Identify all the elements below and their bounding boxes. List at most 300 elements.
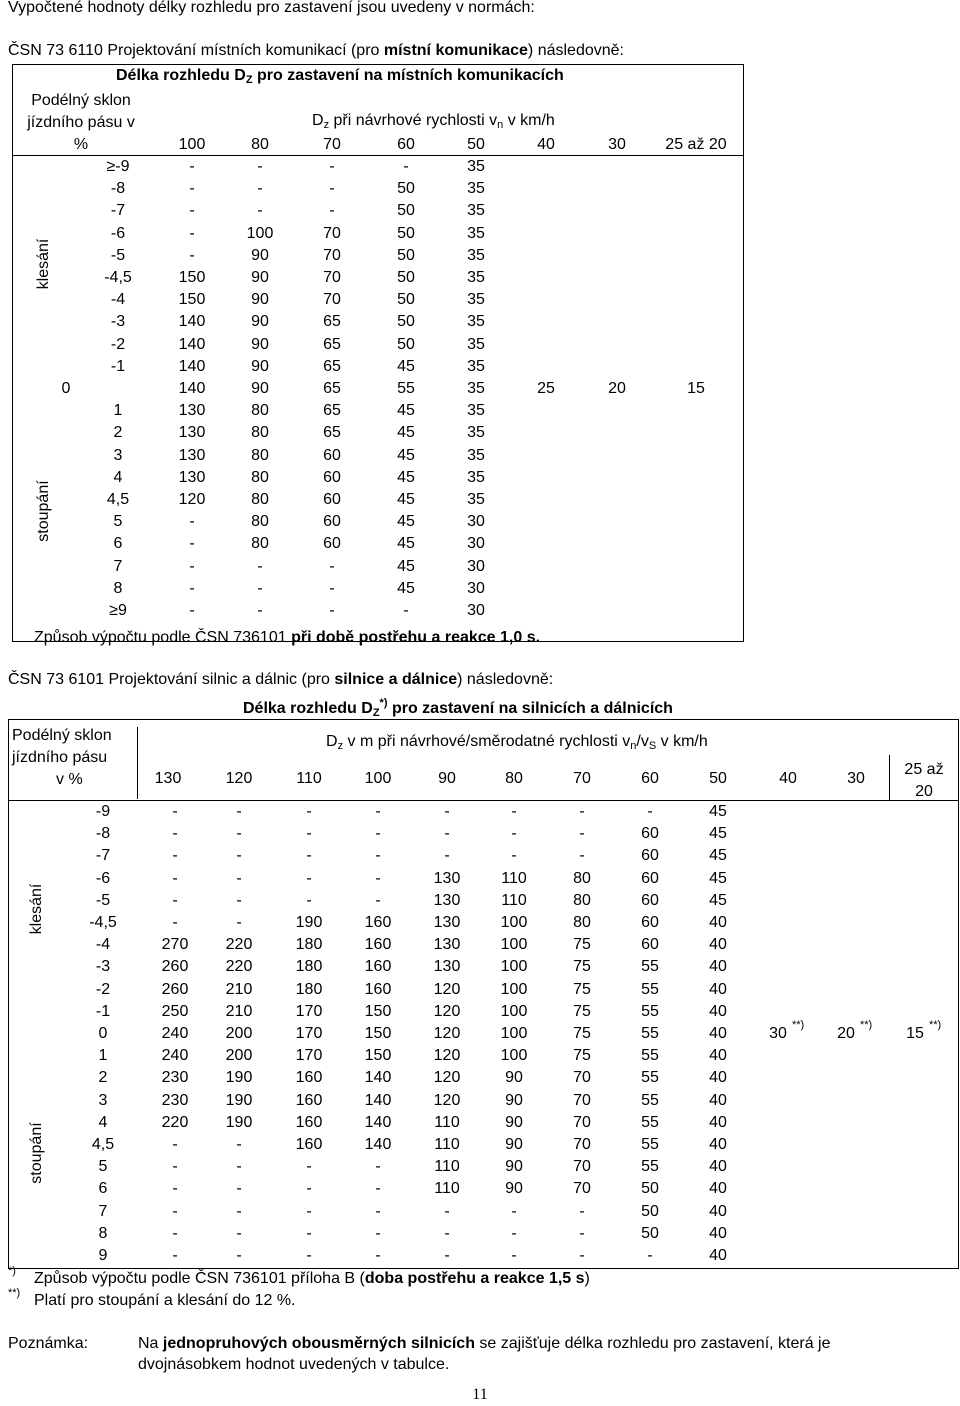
table2-value-cell: 40 [709, 1247, 727, 1264]
table2-speed-cell: 80 [505, 770, 523, 787]
table2-value-cell: 60 [641, 891, 659, 909]
table1-value-cell: 35 [467, 291, 485, 309]
table2-value-cell: - [375, 1158, 381, 1176]
table1-value-cell: 50 [397, 313, 415, 331]
table1-grade-cell: -5 [110, 246, 126, 264]
table1-merged-cell: 20 [608, 380, 626, 397]
table2-value-cell: 40 [709, 914, 727, 931]
table2-value-cell: - [579, 1247, 585, 1264]
table1-title-sub: Z [245, 74, 253, 86]
table2-speed-cell: 30 [847, 770, 865, 787]
table2-value-cell: 90 [505, 1136, 523, 1153]
table2-value-cell: 110 [434, 1180, 460, 1198]
table2-heading-post: ) následovně: [457, 671, 554, 688]
table2-grade-cell: -1 [95, 1002, 111, 1020]
table2-value-cell: - [444, 825, 450, 843]
table1-grade-cell: 0 [61, 380, 71, 397]
table1-value-cell: 90 [251, 291, 269, 309]
table2-value-cell: - [306, 1224, 312, 1242]
table2-value-cell: 190 [225, 1113, 253, 1131]
table2-value-cell: - [579, 1202, 585, 1220]
table2-heading-pre: ČSN 73 6101 Projektování silnic a dálnic (pro [8, 671, 335, 688]
table2-value-cell: - [172, 1247, 178, 1264]
table2-value-cell: - [511, 1202, 517, 1220]
footnote2: Platí pro stoupání a klesání do 12 %. [34, 1292, 296, 1309]
table2-value-cell: 160 [364, 980, 392, 998]
table1-value-cell: 45 [397, 535, 415, 553]
table1-value-cell: 50 [397, 202, 415, 220]
table1-value-cell: 50 [397, 246, 415, 264]
table2-value-cell: 75 [573, 1047, 591, 1065]
table2-value-cell: 50 [641, 1224, 659, 1242]
table2-value-cell: 55 [641, 1002, 659, 1020]
table1-value-cell: 130 [178, 424, 206, 442]
table2-value-cell: 55 [641, 1047, 659, 1065]
table2-value-cell: 40 [709, 1002, 727, 1020]
table1-value-cell: 45 [397, 424, 415, 442]
table2-value-cell: 100 [500, 914, 528, 931]
table2-value-cell: 140 [364, 1113, 392, 1131]
table2-grade-cell: -4 [95, 936, 111, 954]
table2-value-cell: 220 [225, 936, 253, 954]
page-number: 11 [472, 1386, 488, 1403]
table1-value-cell: 80 [251, 424, 269, 442]
table2-value-cell: 200 [225, 1025, 253, 1042]
table2-value-cell: 120 [433, 1091, 461, 1109]
table1-speed-cell: 50 [467, 136, 485, 153]
table2-value-cell: - [172, 869, 178, 887]
table1-value-cell: 65 [323, 313, 341, 331]
table2-value-cell: 160 [295, 1113, 323, 1131]
table1-title-post: pro zastavení na místních komunikacích [252, 67, 564, 84]
table1-value-cell: 130 [178, 402, 206, 420]
table2-value-cell: 110 [501, 869, 527, 887]
table2-value-cell: 40 [709, 936, 727, 954]
table2-value-cell: - [236, 869, 242, 887]
table2-value-cell: 70 [573, 1091, 591, 1109]
table1-value-cell: 140 [178, 380, 206, 397]
table2-value-cell: 45 [709, 869, 727, 887]
table2-value-cell: - [172, 891, 178, 909]
table2-value-cell: - [306, 847, 312, 865]
table2-speed-sub3: S [648, 740, 657, 752]
table1-grade-cell: 6 [113, 535, 123, 553]
table2-value-cell: 80 [573, 891, 591, 909]
table2-value-cell: - [375, 825, 381, 843]
table2-speed-mid: v m při návrhové/směrodatné rychlosti v [343, 733, 631, 750]
table2-grade-cell: 4 [98, 1113, 108, 1131]
table2-grade-cell: 0 [98, 1025, 108, 1042]
table2-grade-cell: -7 [95, 847, 111, 865]
footnote1-bold: doba postřehu a reakce 1,5 s [364, 1270, 585, 1287]
table1-value-cell: 50 [397, 335, 415, 353]
table1-merged-cell: 15 [687, 380, 705, 397]
table2-grade-cell: 4,5 [91, 1136, 115, 1153]
table1-value-cell: 50 [397, 269, 415, 286]
table1-value-cell: 35 [467, 357, 485, 375]
table1-value-cell: 45 [397, 491, 415, 508]
table2-value-cell: 60 [641, 847, 659, 865]
table2-value-cell: 160 [295, 1136, 323, 1153]
footnote2-mark: **) [8, 1287, 21, 1299]
table2-value-cell: 55 [641, 958, 659, 976]
table1-value-cell: 45 [397, 513, 415, 531]
table1-grade-cell: 1 [113, 402, 123, 420]
table1-value-cell: 65 [323, 357, 341, 375]
table2-value-cell: 60 [641, 825, 659, 843]
table2-value-cell: 55 [641, 980, 659, 998]
table2-speed-post: v km/h [656, 733, 708, 750]
table2-value-cell: 130 [433, 958, 461, 976]
table2-speed-cell: 70 [573, 770, 591, 787]
table1-value-cell: 35 [467, 424, 485, 442]
table1-grade-cell: 8 [113, 579, 123, 597]
table1-speed-mid: při návrhové rychlosti v [329, 112, 498, 129]
footnote1-post: ) [584, 1270, 590, 1287]
table1-value-cell: - [257, 602, 263, 619]
table1-value-cell: 90 [251, 357, 269, 375]
table1-grade-cell: -7 [110, 202, 126, 220]
table2-value-cell: - [647, 803, 653, 820]
table2-value-cell: - [375, 1202, 381, 1220]
table2-value-cell: - [579, 803, 585, 820]
table2-speed-slash: /v [636, 733, 649, 750]
table1-value-cell: - [329, 602, 335, 619]
table2-grade-cell: 3 [98, 1091, 108, 1109]
table1-heading [8, 42, 624, 60]
table2-value-cell: 75 [573, 1002, 591, 1020]
table2-value-cell: 90 [505, 1158, 523, 1176]
table2-value-cell: 40 [709, 1113, 727, 1131]
table2-value-cell: 170 [295, 1002, 323, 1020]
table1-speed-header [312, 112, 555, 131]
table2-grade-cell: 1 [98, 1047, 108, 1065]
table2-value-cell: - [511, 803, 517, 820]
table1-value-cell: - [329, 202, 335, 220]
table1-grade-cell: ≥-9 [106, 158, 130, 175]
table2-value-cell: 140 [364, 1136, 392, 1153]
table1-value-cell: - [189, 602, 195, 619]
table1-value-cell: 35 [467, 402, 485, 420]
table1-value-cell: - [189, 513, 195, 531]
table1-grade-cell: 3 [113, 446, 123, 464]
table1-rowhead-2: jízdního pásu v [27, 114, 135, 131]
table1-value-cell: 35 [467, 180, 485, 198]
table1-value-cell: 35 [467, 380, 485, 397]
table2-grade-cell: -6 [95, 869, 111, 887]
table2-speed-last-2: 20 [915, 783, 933, 800]
table2-value-cell: 70 [573, 1113, 591, 1131]
table1-speed-cell: 60 [397, 136, 415, 153]
table2-value-cell: 130 [433, 891, 461, 909]
table1-value-cell: - [329, 180, 335, 198]
table1-value-cell: - [257, 579, 263, 597]
table2-value-cell: 130 [433, 936, 461, 954]
table2-value-cell: 270 [161, 936, 189, 954]
intro-text: Vypočtené hodnoty délky rozhledu pro zastavení jsou uvedeny v normách: [8, 0, 535, 16]
table2-title [243, 697, 673, 719]
table2-speed-cell: 100 [364, 770, 392, 787]
table1-value-cell: 60 [323, 446, 341, 464]
table2-value-cell: 70 [573, 1180, 591, 1198]
table2-value-cell: 45 [709, 803, 727, 820]
table2-value-cell: 55 [641, 1136, 659, 1153]
table2-value-cell: 230 [161, 1069, 189, 1087]
note-pre: Na [138, 1335, 163, 1352]
table1-value-cell: 140 [178, 335, 206, 353]
table1-value-cell: 150 [178, 291, 206, 309]
table2-value-cell: - [579, 847, 585, 865]
table1-value-cell: 50 [397, 180, 415, 198]
table2-value-cell: 40 [709, 980, 727, 998]
table1-value-cell: 35 [467, 468, 485, 486]
table2-value-cell: 210 [225, 1002, 253, 1020]
table2-value-cell: - [444, 847, 450, 865]
table1-value-cell: - [257, 158, 263, 175]
table2-value-cell: 160 [295, 1069, 323, 1087]
table1-note-bold: při době postřehu a reakce 1,0 s. [291, 629, 541, 646]
table2-value-cell: 75 [573, 980, 591, 998]
table1-value-cell: 30 [467, 513, 485, 531]
table2-value-cell: 260 [161, 980, 189, 998]
table1-value-cell: 80 [251, 513, 269, 531]
note-line2: dvojnásobkem hodnot uvedených v tabulce. [138, 1356, 450, 1373]
table2-grade-cell: 7 [98, 1202, 108, 1220]
table1-grade-cell: -8 [110, 180, 126, 198]
table2-value-cell: 80 [573, 869, 591, 887]
table2-speed-sub2: n [630, 740, 637, 752]
table2-value-cell: 150 [364, 1002, 392, 1020]
table2-value-cell: 90 [505, 1113, 523, 1131]
table1-value-cell: 30 [467, 579, 485, 597]
table1-value-cell: 90 [251, 246, 269, 264]
table1-value-cell: 35 [467, 224, 485, 242]
table1-merged-cell: 25 [537, 380, 555, 397]
table2-grade-cell: 2 [98, 1069, 108, 1087]
table1-value-cell: 150 [178, 269, 206, 286]
table1-value-cell: 120 [178, 491, 206, 508]
table2-value-cell: - [236, 1158, 242, 1176]
table1-value-cell: 35 [467, 313, 485, 331]
table1-value-cell: 45 [397, 468, 415, 486]
table2-grade-cell: 6 [98, 1180, 108, 1198]
table2-value-cell: - [172, 1202, 178, 1220]
table1-grade-cell: 4 [113, 468, 123, 486]
table1-speed-cell: 70 [323, 136, 341, 153]
table2-value-cell: 240 [161, 1047, 189, 1065]
table2-value-cell: 75 [573, 1025, 591, 1042]
table2-value-cell: 180 [295, 936, 323, 954]
table2-value-cell: 250 [161, 1002, 189, 1020]
table2-value-cell: 100 [500, 1002, 528, 1020]
table1-value-cell: 80 [251, 402, 269, 420]
table1-value-cell: - [189, 202, 195, 220]
table2-value-cell: 220 [161, 1113, 189, 1131]
table1-grade-cell: 4,5 [106, 491, 130, 508]
table1-grade-cell: -3 [110, 313, 126, 331]
table2-value-cell: 100 [500, 1025, 528, 1042]
table1-value-cell: 90 [251, 380, 269, 397]
table1-speed-cell: 40 [537, 136, 555, 153]
table2-value-cell: - [375, 891, 381, 909]
table2-value-cell: 40 [709, 1202, 727, 1220]
table2-value-cell: 40 [709, 1136, 727, 1153]
table2-value-cell: 110 [434, 1158, 460, 1176]
table2-value-cell: 160 [364, 936, 392, 954]
table1-value-cell: - [403, 158, 409, 175]
table1-value-cell: 35 [467, 446, 485, 464]
table1-value-cell: 35 [467, 202, 485, 220]
table1-grade-cell: 7 [113, 557, 123, 575]
table2-value-cell: 40 [709, 1224, 727, 1242]
table2-merged-footnote-mark: **) [929, 1019, 942, 1031]
table2-speed-sub: z [337, 740, 344, 752]
table1-value-cell: 30 [467, 602, 485, 619]
table1-value-cell: 65 [323, 402, 341, 420]
table2-value-cell: 240 [161, 1025, 189, 1042]
table2-value-cell: - [579, 825, 585, 843]
table1-value-cell: 140 [178, 313, 206, 331]
table2-speed-last-1: 25 až [904, 761, 944, 778]
table2-heading [8, 671, 553, 689]
table2-value-cell: 170 [295, 1025, 323, 1042]
note-label: Poznámka: [8, 1335, 89, 1352]
table2-value-cell: - [306, 1247, 312, 1264]
table2-value-cell: 150 [364, 1047, 392, 1065]
table1-note-pre: Způsob výpočtu podle ČSN 736101 [34, 629, 292, 646]
table2-value-cell: - [172, 1158, 178, 1176]
table1-value-cell: - [257, 557, 263, 575]
table2-value-cell: 90 [505, 1069, 523, 1087]
table2-value-cell: - [172, 1136, 178, 1153]
table1-value-cell: - [189, 158, 195, 175]
table1-value-cell: 90 [251, 335, 269, 353]
table1-value-cell: 60 [323, 513, 341, 531]
note-bold: jednopruhových obousměrných silnicích [162, 1335, 475, 1352]
table2-value-cell: - [236, 1247, 242, 1264]
table2-merged-cell: 15 [906, 1025, 924, 1042]
table2-value-cell: 50 [641, 1180, 659, 1198]
table2-value-cell: - [306, 891, 312, 909]
table2-value-cell: - [236, 847, 242, 865]
table2-value-cell: - [172, 914, 178, 931]
table2-heading-bold: silnice a dálnice [334, 671, 458, 688]
table2-value-cell: 90 [505, 1091, 523, 1109]
table1-value-cell: 70 [323, 291, 341, 309]
table2-value-cell: - [511, 1247, 517, 1264]
table2-value-cell: 45 [709, 891, 727, 909]
table1-value-cell: 80 [251, 491, 269, 508]
table2-value-cell: 40 [709, 1025, 727, 1042]
table2-rowhead-1: Podélný sklon [12, 727, 112, 744]
table1-value-cell: 55 [397, 380, 415, 397]
table1-value-cell: 70 [323, 224, 341, 242]
table2-value-cell: 40 [709, 1091, 727, 1109]
table2-speed-cell: 60 [641, 770, 659, 787]
table1-value-cell: 45 [397, 579, 415, 597]
table1-note [34, 629, 540, 647]
table2-value-cell: - [236, 1202, 242, 1220]
table2-speed-pre: D [326, 733, 338, 750]
table1-value-cell: 35 [467, 158, 485, 175]
table2-value-cell: 100 [500, 980, 528, 998]
table2-value-cell: 60 [641, 936, 659, 954]
table2-value-cell: 120 [433, 1025, 461, 1042]
table1-value-cell: 35 [467, 491, 485, 508]
table2-value-cell: 120 [433, 1069, 461, 1087]
footnote1 [34, 1270, 590, 1288]
table2-grade-cell: -4,5 [89, 914, 117, 931]
table2-speed-cell: 40 [779, 770, 797, 787]
table2-grade-cell: -3 [95, 958, 111, 976]
table2-value-cell: 90 [505, 1180, 523, 1198]
table2-value-cell: 230 [161, 1091, 189, 1109]
table2-value-cell: 160 [364, 958, 392, 976]
table2-value-cell: 80 [573, 914, 591, 931]
table2-value-cell: 40 [709, 1047, 727, 1065]
table2-value-cell: - [375, 847, 381, 865]
table2-value-cell: - [306, 1158, 312, 1176]
table2-value-cell: - [236, 803, 242, 820]
table1-heading-post: ) následovně: [527, 42, 624, 59]
table1-value-cell: 45 [397, 557, 415, 575]
table2-value-cell: 190 [225, 1069, 253, 1087]
table1-value-cell: 130 [178, 446, 206, 464]
table2-title-sup: *) [379, 697, 388, 709]
table1-value-cell: 130 [178, 468, 206, 486]
table2-merged-cell: 20 [837, 1025, 855, 1042]
table2-value-cell: 110 [434, 1136, 460, 1153]
table2-value-cell: - [375, 1180, 381, 1198]
table2-value-cell: 200 [225, 1047, 253, 1065]
table2-title-post: pro zastavení na silnicích a dálnicích [387, 700, 673, 717]
table1-value-cell: 35 [467, 335, 485, 353]
table1-grade-cell: 2 [113, 424, 123, 442]
table1-rowhead-1: Podélný sklon [31, 92, 131, 109]
table1-label-klesani: klesání [35, 238, 52, 290]
table1-value-cell: 100 [246, 224, 274, 242]
table1-title [116, 67, 564, 86]
table1-value-cell: 70 [323, 269, 341, 286]
table2-value-cell: 130 [433, 914, 461, 931]
table2-value-cell: 75 [573, 958, 591, 976]
table1-value-cell: - [189, 246, 195, 264]
table2-value-cell: 140 [364, 1091, 392, 1109]
table1-grade-cell: ≥9 [109, 602, 127, 619]
table2-grade-cell: -5 [95, 891, 111, 909]
table2-value-cell: 55 [641, 1091, 659, 1109]
table2-value-cell: - [444, 1247, 450, 1264]
footnote1-mark: *) [8, 1265, 16, 1277]
table2-value-cell: - [444, 1202, 450, 1220]
table2-value-cell: 55 [641, 1069, 659, 1087]
table2-value-cell: 40 [709, 1069, 727, 1087]
table2-rowhead-2: jízdního pásu [12, 749, 108, 766]
table2-value-cell: 210 [225, 980, 253, 998]
table2-value-cell: - [444, 1224, 450, 1242]
table2-value-cell: 70 [573, 1069, 591, 1087]
table1-value-cell: - [189, 535, 195, 553]
table2-value-cell: 160 [295, 1091, 323, 1109]
table2-value-cell: - [511, 847, 517, 865]
table1-value-cell: 35 [467, 246, 485, 264]
table1-value-cell: - [189, 224, 195, 242]
table1-grade-cell: -4,5 [104, 269, 132, 286]
table2-value-cell: 120 [433, 980, 461, 998]
table2-value-cell: - [236, 825, 242, 843]
table2-value-cell: 190 [295, 914, 323, 931]
table1-value-cell: 80 [251, 535, 269, 553]
